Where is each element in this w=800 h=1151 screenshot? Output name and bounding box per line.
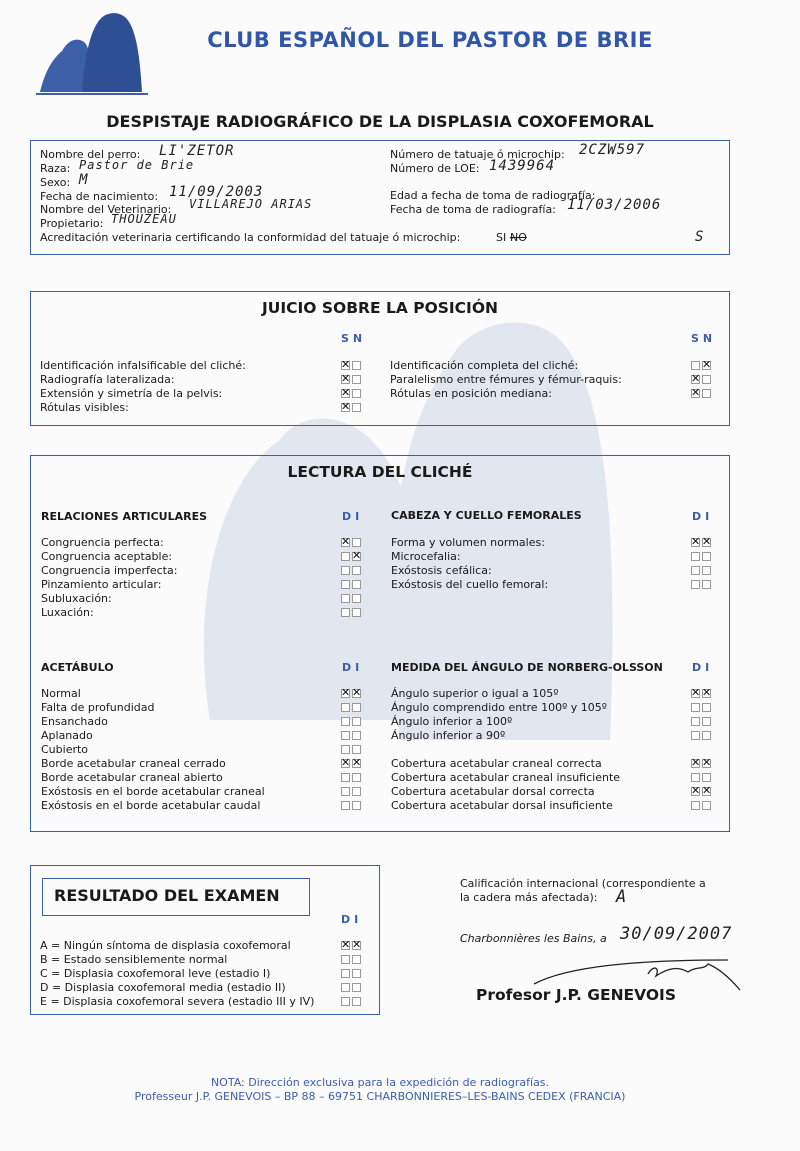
i-checkbox[interactable] bbox=[702, 538, 711, 547]
d-checkbox[interactable] bbox=[341, 941, 350, 950]
i-checkbox[interactable] bbox=[702, 801, 711, 810]
i-checkbox[interactable] bbox=[702, 717, 711, 726]
checklist-item-label: Ensanchado bbox=[41, 715, 108, 728]
d-checkbox[interactable] bbox=[691, 731, 700, 740]
i-checkbox[interactable] bbox=[352, 997, 361, 1006]
d-checkbox[interactable] bbox=[341, 983, 350, 992]
i-checkbox[interactable] bbox=[702, 731, 711, 740]
s-checkbox[interactable] bbox=[341, 403, 350, 412]
checklist-item-label: Aplanado bbox=[41, 729, 93, 742]
d-checkbox[interactable] bbox=[341, 745, 350, 754]
breed-label: Raza: bbox=[40, 162, 71, 175]
femoral-head-col-header: DI bbox=[692, 510, 714, 523]
checklist-item-label: Congruencia imperfecta: bbox=[41, 564, 178, 577]
n-checkbox[interactable] bbox=[352, 403, 361, 412]
checklist-item-label: Ángulo inferior a 100º bbox=[391, 715, 513, 728]
sex-value: M bbox=[79, 172, 89, 188]
microchip-value: 2CZW597 bbox=[579, 142, 646, 158]
i-checkbox[interactable] bbox=[352, 594, 361, 603]
checklist-item-label: Borde acetabular craneal abierto bbox=[41, 771, 223, 784]
checklist-item-label: E = Displasia coxofemoral severa (estadio III y IV) bbox=[40, 995, 315, 1008]
acetabulum-col-header: DI bbox=[342, 661, 364, 674]
d-checkbox[interactable] bbox=[691, 787, 700, 796]
joint-relations-col-header: DI bbox=[342, 510, 364, 523]
result-title: RESULTADO DEL EXAMEN bbox=[54, 886, 280, 905]
i-checkbox[interactable] bbox=[352, 969, 361, 978]
checklist-item-label: Normal bbox=[41, 687, 81, 700]
i-checkbox[interactable] bbox=[352, 552, 361, 561]
d-checkbox[interactable] bbox=[341, 787, 350, 796]
club-name-title: CLUB ESPAÑOL DEL PASTOR DE BRIE bbox=[207, 28, 653, 52]
n-checkbox[interactable] bbox=[702, 389, 711, 398]
checklist-item-label: Pinzamiento articular: bbox=[41, 578, 162, 591]
i-checkbox[interactable] bbox=[352, 608, 361, 617]
checklist-item-label: D = Displasia coxofemoral media (estadio II) bbox=[40, 981, 286, 994]
checklist-item-label: Congruencia perfecta: bbox=[41, 536, 164, 549]
i-checkbox[interactable] bbox=[352, 983, 361, 992]
checklist-item-label: C = Displasia coxofemoral leve (estadio I) bbox=[40, 967, 271, 980]
i-checkbox[interactable] bbox=[352, 787, 361, 796]
d-checkbox[interactable] bbox=[691, 538, 700, 547]
d-checkbox[interactable] bbox=[691, 689, 700, 698]
accreditation-label: Acreditación veterinaria certificando la conformidad del tatuaje ó microchip: bbox=[40, 231, 461, 244]
femoral-head-title: CABEZA Y CUELLO FEMORALES bbox=[391, 509, 582, 522]
accreditation-no: NO bbox=[510, 231, 527, 244]
i-checkbox[interactable] bbox=[352, 703, 361, 712]
i-checkbox[interactable] bbox=[702, 566, 711, 575]
dog-name-label: Nombre del perro: bbox=[40, 148, 141, 161]
d-checkbox[interactable] bbox=[691, 801, 700, 810]
signature-place: Charbonnières les Bains, a bbox=[460, 932, 607, 945]
checklist-item-label: Cobertura acetabular craneal insuficiente bbox=[391, 771, 621, 784]
i-checkbox[interactable] bbox=[352, 538, 361, 547]
birth-date-value: 11/09/2003 bbox=[169, 184, 264, 200]
loe-label: Número de LOE: bbox=[390, 162, 480, 175]
d-checkbox[interactable] bbox=[341, 773, 350, 782]
i-checkbox[interactable] bbox=[702, 689, 711, 698]
loe-value: 1439964 bbox=[489, 158, 556, 174]
footer-address: Professeur J.P. GENEVOIS – BP 88 – 69751 CHARBONNIERES–LES-BAINS CEDEX (FRANCIA) bbox=[134, 1090, 626, 1103]
checklist-item-label: Paralelismo entre fémures y fémur-raquis: bbox=[390, 373, 622, 386]
acetabulum-title: ACETÁBULO bbox=[41, 661, 114, 674]
d-checkbox[interactable] bbox=[691, 580, 700, 589]
d-checkbox[interactable] bbox=[341, 955, 350, 964]
age-label: Edad a fecha de toma de radiografía: bbox=[390, 189, 596, 202]
checklist-item-label: Borde acetabular craneal cerrado bbox=[41, 757, 226, 770]
checklist-item-label: Ángulo inferior a 90º bbox=[391, 729, 506, 742]
checklist-item-label: Exóstosis del cuello femoral: bbox=[391, 578, 549, 591]
checklist-item-label: Exóstosis cefálica: bbox=[391, 564, 492, 577]
s-checkbox[interactable] bbox=[691, 361, 700, 370]
i-checkbox[interactable] bbox=[352, 566, 361, 575]
checklist-item-label: Exóstosis en el borde acetabular caudal bbox=[41, 799, 261, 812]
i-checkbox[interactable] bbox=[352, 745, 361, 754]
club-logo-image bbox=[32, 6, 150, 96]
d-checkbox[interactable] bbox=[341, 608, 350, 617]
position-col-header-right: SN bbox=[691, 332, 717, 345]
checklist-item-label: B = Estado sensiblemente normal bbox=[40, 953, 228, 966]
s-checkbox[interactable] bbox=[341, 389, 350, 398]
d-checkbox[interactable] bbox=[691, 552, 700, 561]
accreditation-si: SI - bbox=[496, 231, 514, 244]
grade-label-line1: Calificación internacional (correspondiente a bbox=[460, 877, 706, 890]
n-checkbox[interactable] bbox=[352, 389, 361, 398]
d-checkbox[interactable] bbox=[341, 703, 350, 712]
checklist-item-label: Ángulo comprendido entre 100º y 105º bbox=[391, 701, 607, 714]
i-checkbox[interactable] bbox=[702, 759, 711, 768]
birth-date-label: Fecha de nacimiento: bbox=[40, 190, 159, 203]
xray-date-label: Fecha de toma de radiografía: bbox=[390, 203, 556, 216]
d-checkbox[interactable] bbox=[341, 552, 350, 561]
norberg-col-header: DI bbox=[692, 661, 714, 674]
d-checkbox[interactable] bbox=[691, 703, 700, 712]
s-checkbox[interactable] bbox=[691, 375, 700, 384]
d-checkbox[interactable] bbox=[341, 580, 350, 589]
result-col-header: DI bbox=[341, 913, 363, 926]
d-checkbox[interactable] bbox=[691, 566, 700, 575]
n-checkbox[interactable] bbox=[702, 361, 711, 370]
microchip-label: Número de tatuaje ó microchip: bbox=[390, 148, 565, 161]
checklist-item-label: Exóstosis en el borde acetabular craneal bbox=[41, 785, 265, 798]
d-checkbox[interactable] bbox=[341, 689, 350, 698]
i-checkbox[interactable] bbox=[352, 955, 361, 964]
i-checkbox[interactable] bbox=[352, 689, 361, 698]
i-checkbox[interactable] bbox=[702, 773, 711, 782]
owner-label: Propietario: bbox=[40, 217, 104, 230]
checklist-item-label: Cobertura acetabular dorsal correcta bbox=[391, 785, 595, 798]
s-checkbox[interactable] bbox=[341, 375, 350, 384]
checklist-item-label: Luxación: bbox=[41, 606, 94, 619]
owner-value: THOUZEAU bbox=[111, 212, 177, 226]
grade-label-line2: la cadera más afectada): bbox=[460, 891, 598, 904]
dog-name-value: LI'ZETOR bbox=[159, 143, 235, 159]
accreditation-mark: S bbox=[695, 229, 705, 245]
identification-section bbox=[30, 140, 730, 255]
s-checkbox[interactable] bbox=[691, 389, 700, 398]
checklist-item-label: Radiografía lateralizada: bbox=[40, 373, 175, 386]
checklist-item-label: Rótulas visibles: bbox=[40, 401, 129, 414]
checklist-item-label: Identificación completa del cliché: bbox=[390, 359, 579, 372]
d-checkbox[interactable] bbox=[691, 717, 700, 726]
xray-date-value: 11/03/2006 bbox=[567, 197, 662, 213]
checklist-item-label: Microcefalia: bbox=[391, 550, 461, 563]
checklist-item-label: Subluxación: bbox=[41, 592, 112, 605]
reading-section bbox=[30, 455, 730, 832]
checklist-item-label: Falta de profundidad bbox=[41, 701, 155, 714]
d-checkbox[interactable] bbox=[341, 594, 350, 603]
i-checkbox[interactable] bbox=[352, 717, 361, 726]
i-checkbox[interactable] bbox=[352, 773, 361, 782]
vet-name-label: Nombre del Veterinario: bbox=[40, 203, 172, 216]
d-checkbox[interactable] bbox=[341, 717, 350, 726]
footer-note: NOTA: Dirección exclusiva para la expedición de radiografías. bbox=[210, 1076, 550, 1089]
form-title: DESPISTAJE RADIOGRÁFICO DE LA DISPLASIA COXOFEMORAL bbox=[106, 112, 654, 131]
checklist-item-label: Ángulo superior o igual a 105º bbox=[391, 687, 559, 700]
d-checkbox[interactable] bbox=[341, 566, 350, 575]
n-checkbox[interactable] bbox=[352, 375, 361, 384]
signer-name: Profesor J.P. GENEVOIS bbox=[476, 986, 676, 1004]
d-checkbox[interactable] bbox=[341, 801, 350, 810]
i-checkbox[interactable] bbox=[352, 731, 361, 740]
i-checkbox[interactable] bbox=[352, 759, 361, 768]
n-checkbox[interactable] bbox=[702, 375, 711, 384]
d-checkbox[interactable] bbox=[341, 969, 350, 978]
i-checkbox[interactable] bbox=[352, 941, 361, 950]
d-checkbox[interactable] bbox=[341, 731, 350, 740]
norberg-title: MEDIDA DEL ÁNGULO DE NORBERG-OLSSON bbox=[391, 661, 663, 674]
signature-date: 30/09/2007 bbox=[620, 924, 733, 944]
grade-value: A bbox=[616, 887, 628, 907]
position-col-header-left: SN bbox=[341, 332, 367, 345]
i-checkbox[interactable] bbox=[702, 787, 711, 796]
position-section-title: JUICIO SOBRE LA POSICIÓN bbox=[262, 299, 498, 317]
i-checkbox[interactable] bbox=[352, 580, 361, 589]
d-checkbox[interactable] bbox=[341, 997, 350, 1006]
vet-name-value: VILLAREJO ARIAS bbox=[189, 197, 313, 211]
checklist-item-label: Cobertura acetabular dorsal insuficiente bbox=[391, 799, 613, 812]
i-checkbox[interactable] bbox=[702, 580, 711, 589]
sex-label: Sexo: bbox=[40, 176, 71, 189]
checklist-item-label: Extensión y simetría de la pelvis: bbox=[40, 387, 223, 400]
s-checkbox[interactable] bbox=[341, 361, 350, 370]
d-checkbox[interactable] bbox=[691, 773, 700, 782]
checklist-item-label: A = Ningún síntoma de displasia coxofemoral bbox=[40, 939, 291, 952]
checklist-item-label: Identificación infalsificable del cliché: bbox=[40, 359, 246, 372]
checklist-item-label: Congruencia aceptable: bbox=[41, 550, 173, 563]
checklist-item-label: Rótulas en posición mediana: bbox=[390, 387, 552, 400]
d-checkbox[interactable] bbox=[341, 538, 350, 547]
position-section bbox=[30, 291, 730, 426]
reading-section-title: LECTURA DEL CLICHÉ bbox=[287, 463, 473, 481]
d-checkbox[interactable] bbox=[691, 759, 700, 768]
i-checkbox[interactable] bbox=[702, 552, 711, 561]
checklist-item-label: Cubierto bbox=[41, 743, 89, 756]
checklist-item-label: Cobertura acetabular craneal correcta bbox=[391, 757, 602, 770]
i-checkbox[interactable] bbox=[702, 703, 711, 712]
n-checkbox[interactable] bbox=[352, 361, 361, 370]
breed-value: Pastor de Brie bbox=[79, 158, 195, 172]
joint-relations-title: RELACIONES ARTICULARES bbox=[41, 510, 208, 523]
checklist-item-label: Forma y volumen normales: bbox=[391, 536, 545, 549]
d-checkbox[interactable] bbox=[341, 759, 350, 768]
i-checkbox[interactable] bbox=[352, 801, 361, 810]
